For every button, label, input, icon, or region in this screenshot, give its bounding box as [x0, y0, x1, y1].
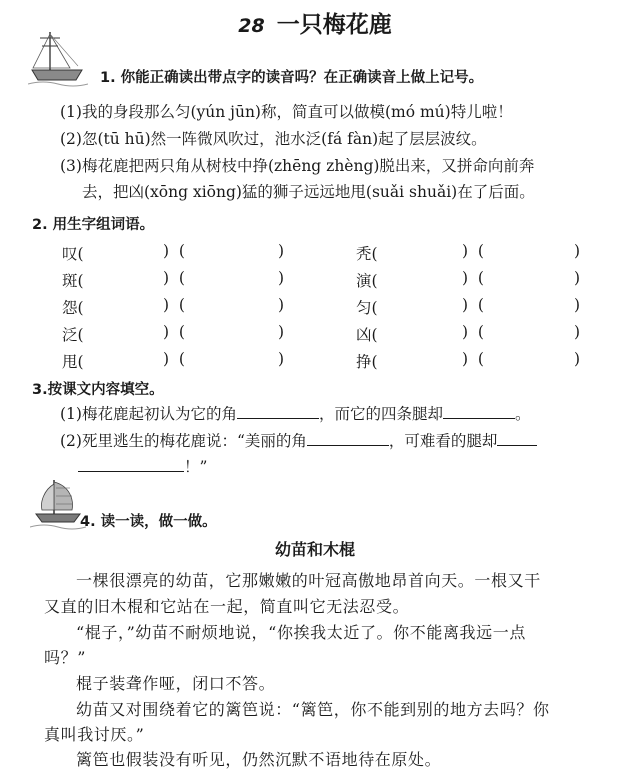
story-paragraph: 幼苗又对围绕着它的篱笆说：“篱笆，你不能到别的地方去吗？你 — [76, 700, 550, 719]
answer-blank[interactable] — [497, 429, 537, 446]
story-paragraph: 一棵很漂亮的幼苗，它那嫩嫩的叶冠高傲地昂首向天。一根又干 — [76, 571, 541, 590]
q2-left-item: 泛( — [62, 326, 84, 344]
page-title — [0, 6, 630, 39]
sailboat-icon — [30, 476, 86, 532]
q2-right-item: 秃( — [356, 245, 378, 263]
story-paragraph: 吗？” — [44, 648, 86, 667]
q2-right-close: ) — [574, 296, 581, 314]
q3-line-3: ！” — [78, 455, 207, 477]
q1-line-2: (2)忽(tū hū)然一阵微风吹过，池水泛(fá fàn)起了层层波纹。 — [60, 130, 487, 148]
q1-line-3: (3)梅花鹿把两只角从树枝中挣(zhēng zhèng)脱出来，又拼命向前奔 — [60, 157, 535, 175]
q2-right-close: ) — [574, 242, 581, 260]
story-paragraph: 篱笆也假装没有听见，仍然沉默不语地待在原处。 — [76, 750, 442, 769]
q2-left-paren: ) ( — [163, 296, 185, 314]
q2-left-close: ) — [278, 296, 285, 314]
q2-right-item: 凶( — [356, 326, 378, 344]
q2-left-paren: ) ( — [163, 323, 185, 341]
q1-line-1: (1)我的身段那么匀(yún jūn)称，简直可以做模(mó mú)特儿啦！ — [60, 103, 513, 121]
answer-blank[interactable] — [443, 402, 515, 419]
q4-heading: 4. 读一读，做一做。 — [80, 514, 217, 530]
q2-left-paren: ) ( — [163, 242, 185, 260]
q2-right-item: 挣( — [356, 353, 378, 371]
q3-line-1: (1)梅花鹿起初认为它的角 ，而它的四条腿却 。 — [60, 402, 531, 424]
q2-left-item: 怨( — [62, 299, 84, 317]
q2-right-paren: ) ( — [462, 269, 484, 287]
lesson-number: 28 — [238, 15, 265, 37]
story-paragraph: 棍子装聋作哑，闭口不答。 — [76, 674, 276, 693]
q2-left-close: ) — [278, 242, 285, 260]
story-title: 幼苗和木棍 — [274, 540, 355, 559]
q1-heading: 1. 你能正确读出带点字的读音吗？在正确读音上做上记号。 — [100, 70, 484, 86]
q2-right-paren: ) ( — [462, 323, 484, 341]
lesson-title: 一只梅花鹿 — [276, 11, 392, 38]
q2-left-item: 斑( — [62, 272, 84, 290]
q2-right-close: ) — [574, 350, 581, 368]
q2-right-paren: ) ( — [462, 296, 484, 314]
q2-right-close: ) — [574, 323, 581, 341]
answer-blank[interactable] — [237, 402, 319, 419]
q2-right-close: ) — [574, 269, 581, 287]
q1-line-4: 去，把凶(xōng xiōng)猛的狮子远远地甩(suǎi shuǎi)在了后面。 — [82, 183, 535, 201]
story-paragraph: 又直的旧木棍和它站在一起，简直叫它无法忍受。 — [44, 597, 410, 616]
q2-left-item: 叹( — [62, 245, 84, 263]
q2-left-item: 甩( — [62, 353, 84, 371]
q2-right-item: 匀( — [356, 299, 378, 317]
q2-left-close: ) — [278, 323, 285, 341]
q2-heading: 2. 用生字组词语。 — [32, 217, 155, 233]
story-paragraph: 真叫我讨厌。” — [44, 725, 145, 744]
sailboat-icon — [28, 28, 88, 88]
answer-blank[interactable] — [78, 455, 184, 472]
q2-right-paren: ) ( — [462, 242, 484, 260]
q2-right-item: 演( — [356, 272, 378, 290]
q2-left-close: ) — [278, 350, 285, 368]
q2-right-paren: ) ( — [462, 350, 484, 368]
story-paragraph: “棍子，”幼苗不耐烦地说，“你挨我太近了。你不能离我远一点 — [76, 623, 526, 642]
q3-heading: 3.按课文内容填空。 — [32, 382, 164, 398]
q2-left-paren: ) ( — [163, 269, 185, 287]
q3-line-2: (2)死里逃生的梅花鹿说：“美丽的角 ，可难看的腿却 — [60, 429, 537, 451]
q2-left-close: ) — [278, 269, 285, 287]
answer-blank[interactable] — [307, 429, 389, 446]
q2-left-paren: ) ( — [163, 350, 185, 368]
